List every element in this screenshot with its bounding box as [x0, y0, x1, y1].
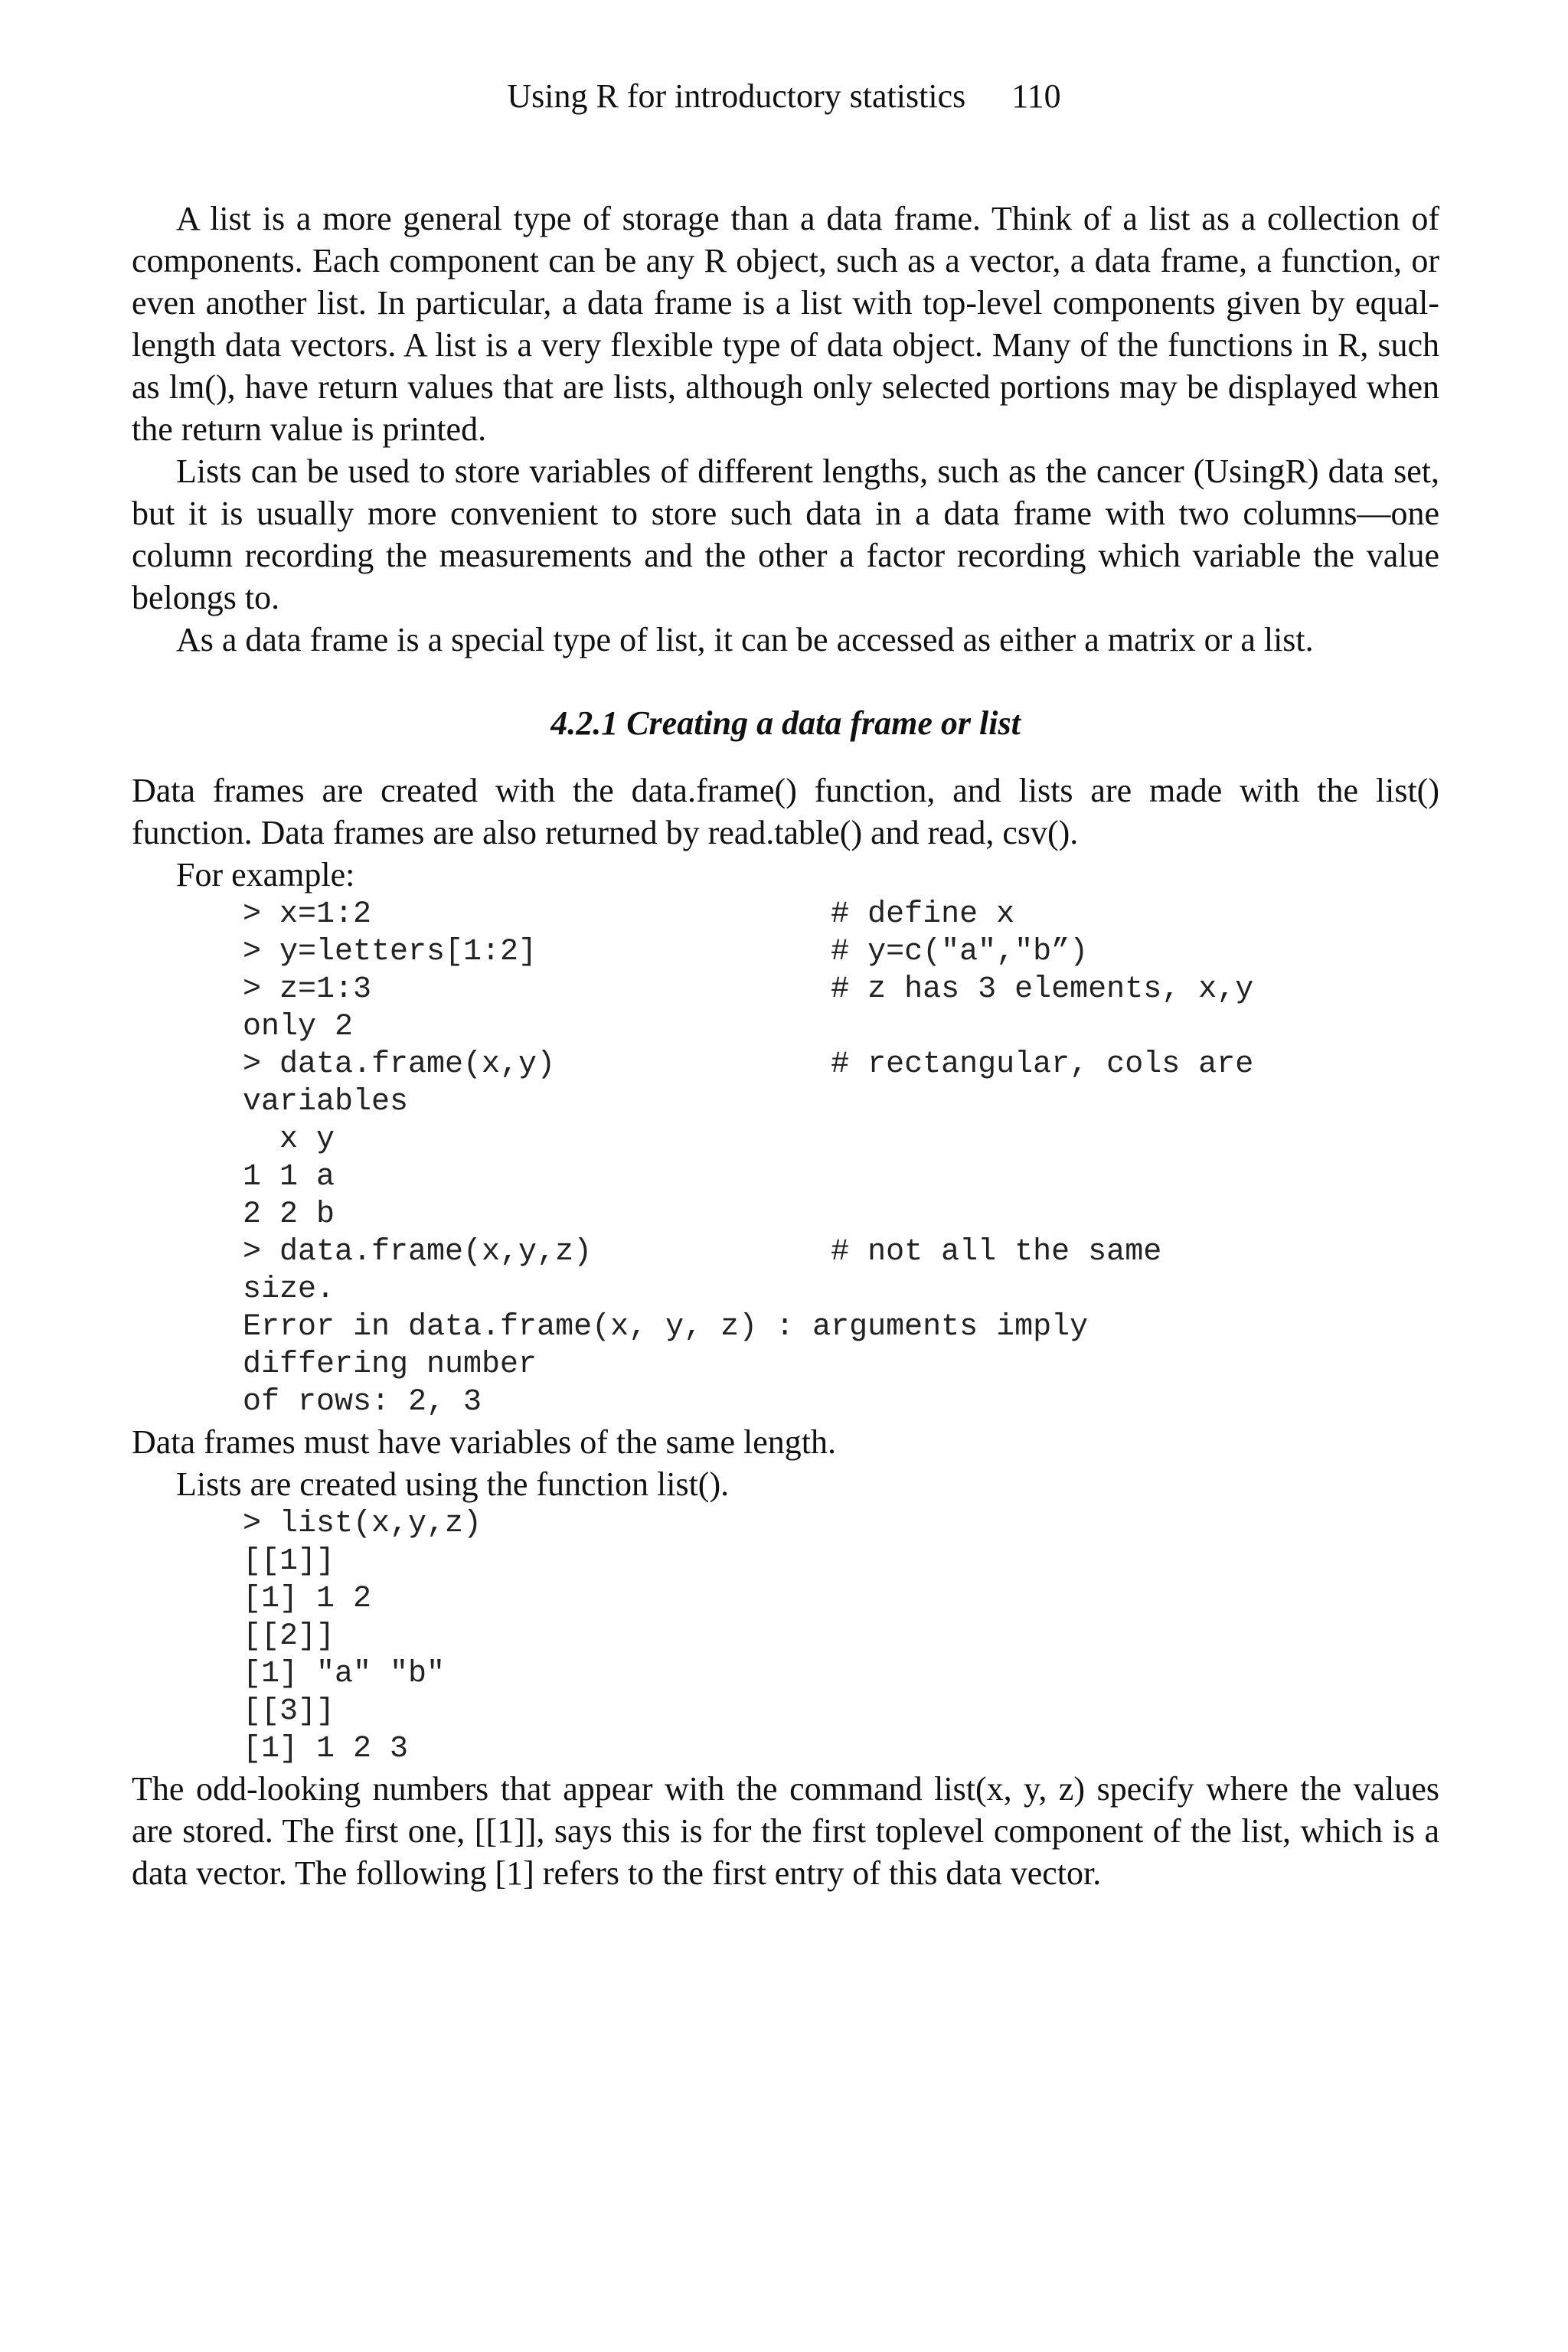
paragraph-same-length: Data frames must have variables of the same length. [132, 1423, 837, 1461]
section-heading: 4.2.1 Creating a data frame or list [550, 704, 1021, 742]
page-body [132, 198, 1439, 1894]
code-block-list: > list(x,y,z) [[1]] [1] 1 2 [[2]] [1] "a" "b" [[3]] [1] 1 2 3 [243, 1507, 482, 1766]
running-title: Using R for introductory statistics [507, 77, 966, 115]
page-number: 110 [1011, 77, 1061, 115]
code-block-data-frame: > x=1:2 # define x > y=letters[1:2] # y=c("a","b”) > z=1:3 # z has 3 elements, x,y only 2 > data.frame(x,y) # rectangular, cols are variables x y 1 1 a 2 2 b > data.frame(x,y,z) # not all the same size. Error in data.frame(x, y, z) : arguments imply differing number of rows: 2, 3 [243, 897, 1254, 1419]
paragraph-list-lengths: Lists can be used to store variables of different lengths, such as the cancer (UsingR) data set, but it is usually more convenient to store such data in a data frame with two columns—one column recording the measurements and the other a factor recording which variable the value belongs to. [132, 452, 1439, 616]
paragraph-for-example: For example: [176, 856, 355, 893]
paragraph-lists-created: Lists are created using the function list(). [176, 1465, 730, 1503]
paragraph-list-definition: A list is a more general type of storage than a data frame. Think of a list as a collection of components. Each component can be any R object, such as a vector, a data frame, a function, or even another list. In particular, a data frame is a list with top-level components given by equal-length data vectors. A list is a very flexible type of data object. Many of the functions in R, such as lm(), have return values that are lists, although only selected portions may be displayed when the return value is printed. [132, 200, 1439, 448]
paragraph-access: As a data frame is a special type of list, it can be accessed as either a matrix or a list. [176, 621, 1314, 658]
paragraph-odd-numbers: The odd-looking numbers that appear with the command list(x, y, z) specify where the values are stored. The first one, [[1]], says this is for the first toplevel component of the list, which is a data vector. The following [1] refers to the first entry of this data vector. [132, 1770, 1439, 1892]
running-header [0, 74, 1568, 119]
paragraph-creating: Data frames are created with the data.frame() function, and lists are made with the list() function. Data frames are also returned by read.table() and read, csv(). [132, 772, 1439, 851]
